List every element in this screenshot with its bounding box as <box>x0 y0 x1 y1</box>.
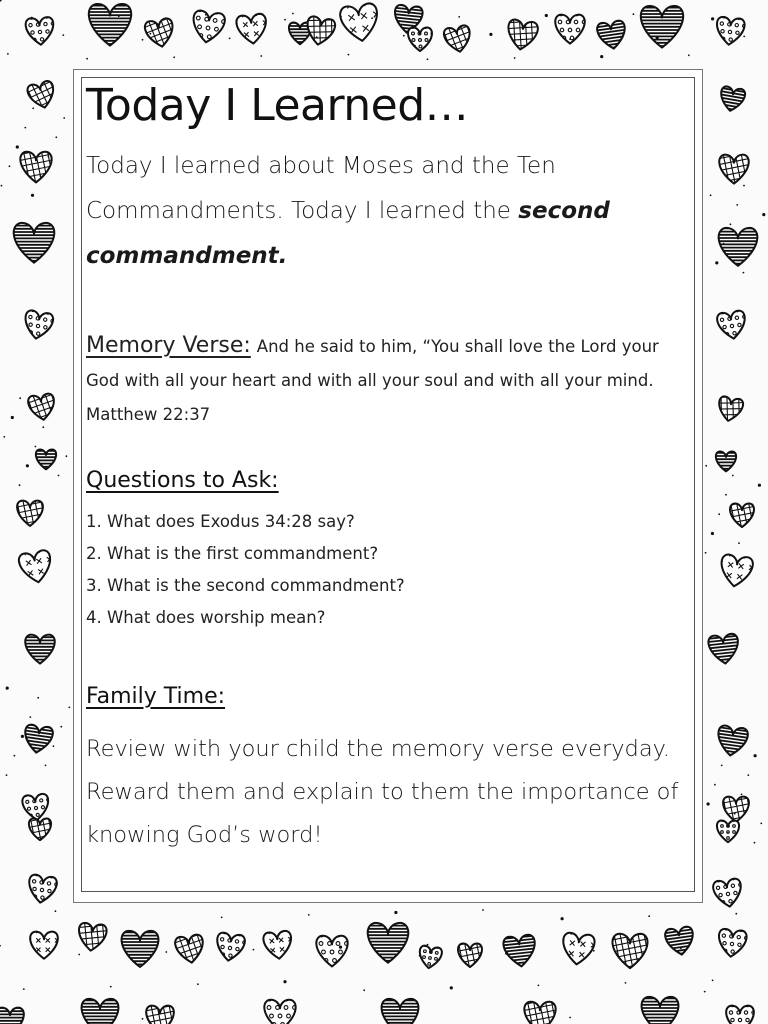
heart-icon <box>0 992 40 1024</box>
heart-icon <box>2 475 67 542</box>
heart-icon <box>123 0 206 69</box>
question-item: 3. What is the second commandment? <box>86 576 405 595</box>
heart-icon <box>210 929 251 967</box>
speck-dot <box>339 946 342 949</box>
speck-dot <box>62 34 64 36</box>
speck-dot <box>197 983 199 985</box>
family-time-heading: Family Time: <box>86 684 226 709</box>
speck-dot <box>371 17 373 19</box>
speck-dot <box>743 272 745 274</box>
heart-icon <box>616 0 708 72</box>
question-item: 1. What does Exodus 34:28 say? <box>86 512 355 531</box>
speck-dot <box>150 33 152 35</box>
heart-icon <box>712 926 752 963</box>
speck-dot <box>1 185 3 187</box>
speck-dot <box>284 19 286 21</box>
speck-dot <box>31 17 33 19</box>
heart-icon <box>592 899 679 990</box>
speck-dot <box>68 707 70 709</box>
heart-icon <box>344 900 432 986</box>
speck-dot <box>747 774 749 776</box>
heart-icon <box>708 875 749 913</box>
speck-dot <box>427 58 429 60</box>
questions-heading: Questions to Ask: <box>86 468 279 493</box>
speck-dot <box>7 53 9 55</box>
heart-icon <box>415 943 445 973</box>
heart-icon <box>578 2 645 67</box>
speck-dot <box>656 36 659 39</box>
heart-icon <box>311 933 354 971</box>
speck-dot <box>600 55 603 58</box>
speck-dot <box>450 986 453 989</box>
heart-icon <box>424 0 500 72</box>
question-item: 4. What does worship mean? <box>86 608 326 627</box>
speck-dot <box>26 464 29 467</box>
speck-dot <box>316 36 318 38</box>
heart-icon <box>715 819 742 846</box>
speck-dot <box>0 0 2 2</box>
speck-dot <box>63 117 65 119</box>
speck-dot <box>3 436 5 438</box>
speck-dot <box>308 914 310 916</box>
speck-dot <box>743 185 745 187</box>
heart-icon <box>8 618 72 682</box>
heart-icon <box>506 970 586 1024</box>
heart-icon <box>334 0 383 47</box>
heart-icon <box>405 26 436 55</box>
speck-dot <box>78 954 80 956</box>
speck-dot <box>711 532 714 535</box>
heart-icon <box>702 125 768 202</box>
heart-icon <box>444 920 502 982</box>
speck-dot <box>40 175 42 177</box>
speck-dot <box>37 697 39 699</box>
speck-dot <box>705 552 707 554</box>
speck-dot <box>561 917 564 920</box>
speck-dot <box>723 243 725 245</box>
heart-icon <box>710 14 750 51</box>
heart-icon <box>375 0 441 51</box>
speck-dot <box>688 54 690 56</box>
speck-dot <box>738 542 740 544</box>
speck-dot <box>727 832 729 834</box>
heart-icon <box>27 929 59 961</box>
speck-dot <box>756 233 758 235</box>
speck-dot <box>11 416 14 419</box>
heart-icon <box>486 0 569 73</box>
memory-verse-section <box>86 330 682 432</box>
speck-dot <box>0 945 1 947</box>
speck-dot <box>758 484 761 487</box>
speck-dot <box>718 513 720 515</box>
heart-icon <box>716 480 768 542</box>
speck-dot <box>741 794 743 796</box>
heart-icon <box>483 915 558 989</box>
speck-dot <box>715 261 718 264</box>
heart-icon <box>557 929 597 969</box>
heart-icon <box>24 438 68 480</box>
heart-icon <box>0 200 78 286</box>
speck-dot <box>593 950 595 952</box>
speck-dot <box>142 1018 144 1020</box>
heart-icon <box>722 1003 758 1024</box>
speck-dot <box>42 426 44 428</box>
speck-dot <box>725 494 727 496</box>
speck-dot <box>735 913 737 915</box>
speck-dot <box>21 735 24 738</box>
speck-dot <box>545 14 548 17</box>
speck-dot <box>704 991 706 993</box>
speck-dot <box>625 982 627 984</box>
speck-dot <box>118 15 120 17</box>
heart-icon <box>64 0 156 70</box>
speck-dot <box>14 755 16 757</box>
speck-dot <box>458 16 460 18</box>
intro-emphasis: second commandment. <box>86 198 610 269</box>
speck-dot <box>260 55 262 57</box>
speck-dot <box>31 194 34 197</box>
speck-dot <box>19 397 21 399</box>
speck-dot <box>86 58 88 60</box>
speck-dot <box>23 988 25 990</box>
page-title: Today I Learned… <box>86 80 469 131</box>
speck-dot <box>24 127 26 129</box>
speck-dot <box>505 952 508 955</box>
heart-icon <box>9 364 83 440</box>
speck-dot <box>292 13 294 15</box>
speck-dot <box>736 204 738 206</box>
speck-dot <box>482 909 484 911</box>
memory-verse-text: And he said to him, “You shall love the Lord your God with all your heart and with all your soul and with all your mind. Matthew 22:37 <box>86 337 659 424</box>
speck-dot <box>538 985 540 987</box>
speck-dot <box>48 156 50 158</box>
speck-dot <box>734 813 736 815</box>
speck-dot <box>9 165 11 167</box>
speck-dot <box>29 716 31 718</box>
intro-paragraph <box>86 144 676 279</box>
speck-dot <box>754 842 756 844</box>
speck-dot <box>680 947 682 949</box>
speck-dot <box>283 980 286 983</box>
speck-dot <box>32 107 34 109</box>
heart-icon <box>13 546 56 589</box>
speck-dot <box>707 802 710 805</box>
family-time-text: Review with your child the memory verse everyday. Reward them and explain to them the importance of knowing God’s word! <box>86 736 679 848</box>
heart-icon <box>22 871 63 909</box>
speck-dot <box>165 951 167 953</box>
heart-icon <box>232 10 270 48</box>
speck-dot <box>419 955 421 957</box>
speck-dot <box>721 765 723 767</box>
heart-icon <box>17 306 59 345</box>
heart-icon <box>21 14 60 50</box>
heart-icon <box>696 706 768 778</box>
speck-dot <box>403 35 405 37</box>
speck-dot <box>749 252 751 254</box>
speck-dot <box>205 14 207 16</box>
speck-dot <box>55 136 57 138</box>
speck-dot <box>45 765 47 767</box>
speck-dot <box>752 504 754 506</box>
speck-dot <box>60 726 62 728</box>
speck-dot <box>50 407 52 409</box>
speck-dot <box>427 944 429 946</box>
speck-dot <box>711 17 714 20</box>
speck-dot <box>633 13 635 15</box>
memory-verse-heading: Memory Verse: <box>86 333 251 358</box>
heart-icon <box>620 976 700 1024</box>
speck-dot <box>762 213 765 216</box>
speck-dot <box>19 484 21 486</box>
speck-dot <box>714 784 716 786</box>
speck-dot <box>712 980 714 982</box>
heart-icon <box>700 370 768 442</box>
heart-icon <box>2 120 82 202</box>
heart-icon <box>184 6 232 49</box>
speck-dot <box>253 949 255 951</box>
heart-icon <box>704 440 748 482</box>
speck-dot <box>732 475 734 477</box>
speck-dot <box>743 36 745 38</box>
speck-dot <box>730 223 732 225</box>
speck-dot <box>66 455 68 457</box>
speck-dot <box>705 465 707 467</box>
speck-dot <box>6 687 9 690</box>
speck-dot <box>58 475 60 477</box>
speck-dot <box>648 915 650 917</box>
speck-dot <box>55 910 57 912</box>
heart-icon <box>714 550 755 591</box>
speck-dot <box>53 745 55 747</box>
speck-dot <box>745 523 747 525</box>
heart-icon <box>696 206 768 289</box>
heart-icon <box>646 908 713 973</box>
speck-dot <box>348 54 350 56</box>
heart-icon <box>259 997 302 1024</box>
heart-icon <box>100 910 180 987</box>
heart-icon <box>360 978 440 1024</box>
intro-text: Today I learned about Moses and the Ten Commandments. Today I learned the <box>86 153 556 224</box>
questions-list <box>86 506 405 634</box>
speck-dot <box>363 989 365 991</box>
speck-dot <box>221 917 223 919</box>
speck-dot <box>569 38 571 40</box>
heart-icon <box>712 307 753 345</box>
speck-dot <box>110 986 112 988</box>
speck-dot <box>16 145 19 148</box>
speck-dot <box>514 57 516 59</box>
speck-dot <box>173 56 175 58</box>
speck-dot <box>569 1017 571 1019</box>
speck-dot <box>394 911 397 914</box>
speck-dot <box>489 33 492 36</box>
speck-dot <box>6 774 8 776</box>
heart-icon <box>702 70 762 129</box>
heart-icon <box>130 978 202 1024</box>
heart-icon <box>4 706 71 771</box>
question-item: 2. What is the first commandment? <box>86 544 379 563</box>
heart-icon <box>259 927 295 963</box>
heart-icon <box>550 12 590 48</box>
speck-dot <box>229 38 231 40</box>
speck-dot <box>754 754 757 757</box>
speck-dot <box>760 823 762 825</box>
speck-dot <box>35 446 37 448</box>
speck-dot <box>710 194 712 196</box>
speck-dot <box>142 39 144 41</box>
heart-icon <box>60 978 140 1024</box>
